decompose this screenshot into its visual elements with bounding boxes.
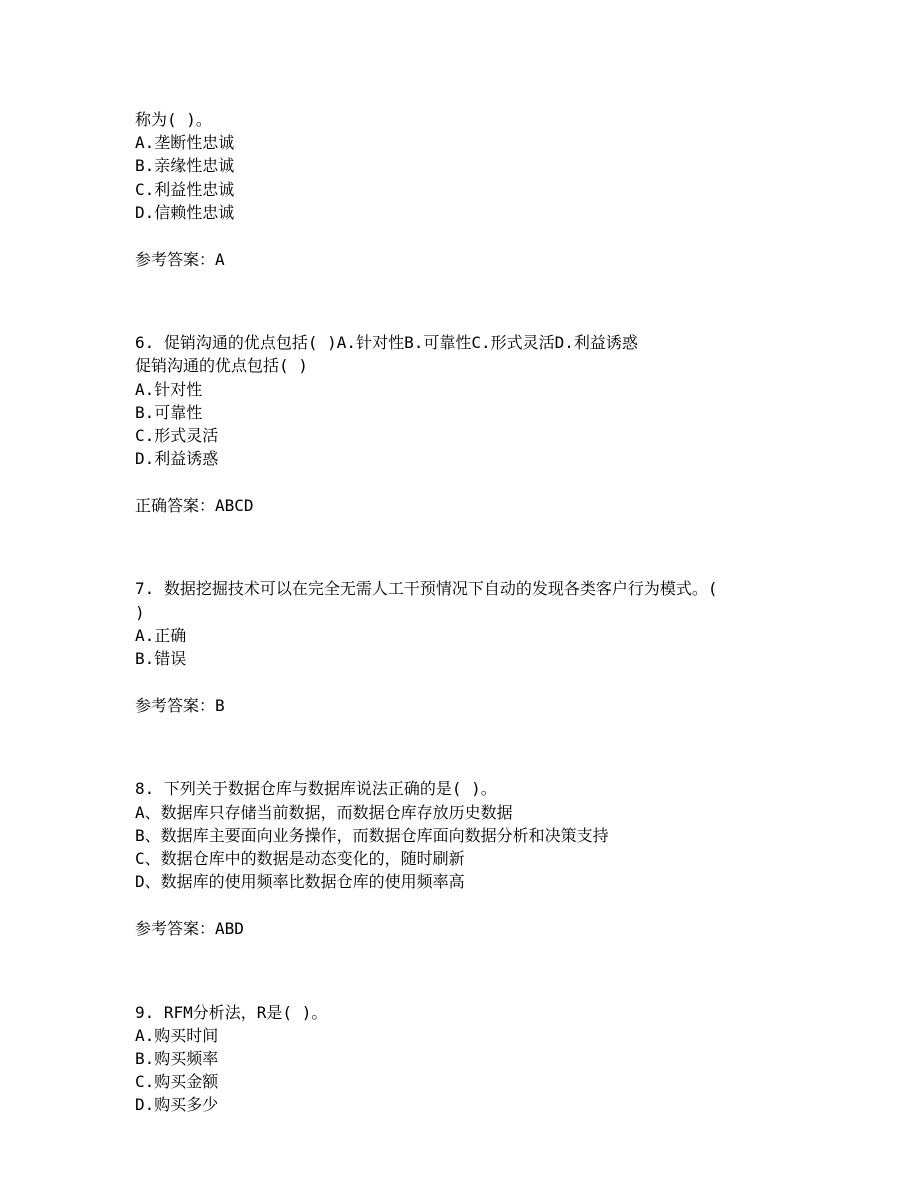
option-c: C.购买金额 (135, 1072, 219, 1092)
option-c: C、数据仓库中的数据是动态变化的，随时刷新 (135, 848, 465, 868)
answer: 参考答案：B (135, 696, 225, 716)
question-5 (135, 108, 835, 271)
option-a: A.正确 (135, 625, 187, 645)
question-7 (135, 577, 835, 717)
option-b: B.错误 (135, 649, 187, 668)
option-b: B.购买频率 (135, 1048, 219, 1068)
option-a: A.垄断性忠诚 (135, 133, 235, 153)
question-8 (135, 777, 835, 940)
question-title: 6. 促销沟通的优点包括( )A.针对性B.可靠性C.形式灵活D.利益诱惑 (135, 333, 638, 353)
option-a: A.针对性 (135, 379, 203, 399)
question-stem: 促销沟通的优点包括( ) (135, 356, 308, 376)
question-9 (135, 1001, 835, 1117)
option-c: C.利益性忠诚 (135, 179, 235, 199)
document-page (135, 108, 835, 1116)
option-d: D.信赖性忠诚 (135, 202, 235, 222)
option-d: D.购买多少 (135, 1095, 219, 1115)
option-b: B.亲缘性忠诚 (135, 156, 235, 176)
option-b: B、数据库主要面向业务操作，而数据仓库面向数据分析和决策支持 (135, 825, 609, 845)
option-d: D.利益诱惑 (135, 449, 219, 469)
option-b: B.可靠性 (135, 402, 203, 422)
answer: 参考答案：ABD (135, 919, 244, 939)
answer: 正确答案：ABCD (135, 496, 254, 516)
question-stem: 称为( )。 (135, 110, 212, 129)
option-a: A、数据库只存储当前数据，而数据仓库存放历史数据 (135, 802, 513, 822)
question-title: 9. RFM分析法，R是( )。 (135, 1002, 328, 1022)
question-title: 8. 下列关于数据仓库与数据库说法正确的是( )。 (135, 779, 497, 799)
option-a: A.购买时间 (135, 1025, 219, 1045)
answer: 参考答案：A (135, 249, 225, 269)
question-title-continued: ) (135, 602, 145, 622)
option-c: C.形式灵活 (135, 425, 219, 445)
option-d: D、数据库的使用频率比数据仓库的使用频率高 (135, 872, 465, 892)
question-title: 7. 数据挖掘技术可以在完全无需人工干预情况下自动的发现各类客户行为模式。( (135, 579, 718, 599)
question-6 (135, 331, 835, 517)
